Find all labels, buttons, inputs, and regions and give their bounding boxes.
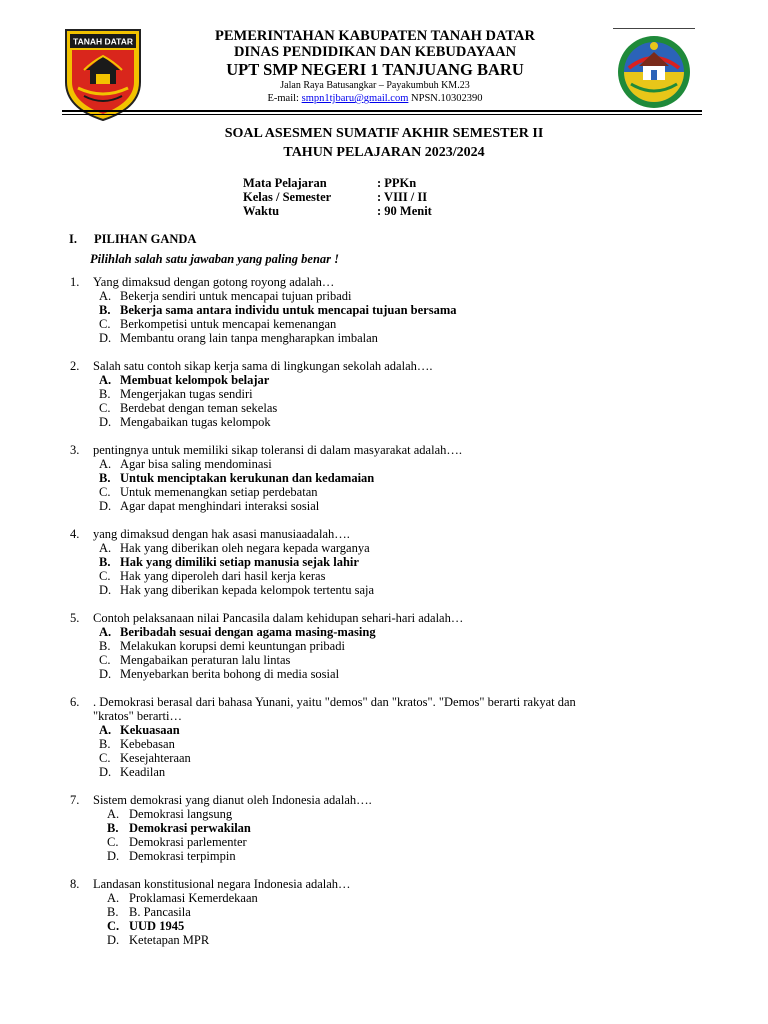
answer-option[interactable] (107, 891, 710, 905)
option-text: Kekuasaan (120, 723, 180, 737)
option-text: Kesejahteraan (120, 751, 191, 765)
question-number: 1. (70, 275, 80, 289)
question-text: yang dimaksud dengan hak asasi manusiaadalah…. (93, 527, 350, 541)
option-letter: B. (99, 737, 111, 751)
info-row-class (243, 190, 432, 204)
school-emblem-logo (613, 28, 699, 112)
option-letter: A. (99, 373, 112, 387)
option-text: Beribadah sesuai dengan agama masing-masing (120, 625, 376, 639)
answer-option[interactable] (107, 933, 710, 947)
option-letter: D. (99, 415, 112, 429)
option-text: Demokrasi parlementer (129, 835, 247, 849)
option-text: Melakukan korupsi demi keuntungan pribadi (120, 639, 345, 653)
question-stem (70, 443, 710, 457)
option-text: Keadilan (120, 765, 166, 779)
info-value: : PPKn (377, 176, 417, 190)
question-text: Contoh pelaksanaan nilai Pancasila dalam kehidupan sehari-hari adalah… (93, 611, 464, 625)
answer-option[interactable] (99, 373, 710, 387)
answer-option[interactable] (99, 723, 710, 737)
question-stem (70, 527, 710, 541)
answer-option[interactable] (107, 849, 710, 863)
option-letter: C. (99, 485, 111, 499)
option-list (99, 289, 710, 345)
option-letter: B. (107, 905, 119, 919)
option-letter: D. (107, 933, 120, 947)
option-letter: A. (107, 891, 120, 905)
answer-option[interactable] (107, 919, 710, 933)
info-label: Kelas / Semester (243, 190, 332, 204)
option-letter: C. (99, 401, 111, 415)
option-text: Demokrasi langsung (129, 807, 233, 821)
question-number: 6. (70, 695, 80, 709)
option-letter: D. (99, 667, 112, 681)
option-text: Agar bisa saling mendominasi (120, 457, 272, 471)
option-letter: C. (99, 317, 111, 331)
answer-option[interactable] (99, 653, 710, 667)
question-item (70, 527, 710, 597)
option-text: Mengabaikan peraturan lalu lintas (120, 653, 291, 667)
answer-option[interactable] (107, 821, 710, 835)
question-text: Sistem demokrasi yang dianut oleh Indonesia adalah…. (93, 793, 372, 807)
info-value: : 90 Menit (377, 204, 432, 218)
option-list (99, 625, 710, 681)
option-text: Kebebasan (120, 737, 175, 751)
option-text: B. Pancasila (129, 905, 191, 919)
answer-option[interactable] (107, 807, 710, 821)
info-label: Mata Pelajaran (243, 176, 327, 190)
option-letter: B. (99, 387, 111, 401)
info-row-subject (243, 176, 432, 190)
question-stem (70, 275, 710, 289)
section-heading (69, 232, 196, 247)
answer-option[interactable] (99, 457, 710, 471)
option-text: Mengerjakan tugas sendiri (120, 387, 253, 401)
option-letter: D. (99, 499, 112, 513)
option-list (99, 373, 710, 429)
info-value: : VIII / II (377, 190, 428, 204)
question-item (70, 359, 710, 429)
question-number: 5. (70, 611, 80, 625)
answer-option[interactable] (99, 639, 710, 653)
answer-option[interactable] (99, 331, 710, 345)
letterhead-government: PEMERINTAHAN KABUPATEN TANAH DATAR (215, 28, 535, 44)
logo-lettering: TANAH DATAR (73, 36, 133, 47)
question-text: pentingnya untuk memiliki sikap toleransi di dalam masyarakat adalah…. (93, 443, 463, 457)
option-letter: A. (99, 625, 112, 639)
option-text: Berkompetisi untuk mencapai kemenangan (120, 317, 337, 331)
option-list (99, 723, 710, 779)
letterhead-address: Jalan Raya Batusangkar – Payakumbuh KM.23 (280, 80, 470, 91)
question-text: Landasan konstitusional negara Indonesia adalah… (93, 877, 351, 891)
answer-option[interactable] (99, 415, 710, 429)
answer-option[interactable] (99, 485, 710, 499)
answer-option[interactable] (107, 835, 710, 849)
option-list (107, 807, 710, 863)
answer-option[interactable] (99, 583, 710, 597)
option-letter: B. (99, 471, 111, 485)
letterhead-rule-thin (62, 114, 702, 115)
letterhead-school-name: UPT SMP NEGERI 1 TANJUANG BARU (226, 60, 524, 79)
option-text: Mengabaikan tugas kelompok (120, 415, 271, 429)
option-letter: D. (99, 331, 112, 345)
option-text: Hak yang diperoleh dari hasil kerja keras (120, 569, 326, 583)
option-list (107, 891, 710, 947)
option-letter: D. (99, 583, 112, 597)
option-letter: C. (99, 653, 111, 667)
option-text: Proklamasi Kemerdekaan (129, 891, 258, 905)
info-row-time (243, 204, 432, 218)
letterhead-department: DINAS PENDIDIKAN DAN KEBUDAYAAN (233, 44, 517, 60)
question-stem (70, 877, 710, 891)
option-text: Membuat kelompok belajar (120, 373, 270, 387)
option-text: Ketetapan MPR (129, 933, 210, 947)
answer-option[interactable] (99, 765, 710, 779)
question-item (70, 275, 710, 345)
question-number: 3. (70, 443, 80, 457)
question-number: 4. (70, 527, 80, 541)
answer-option[interactable] (99, 317, 710, 331)
answer-option[interactable] (99, 555, 710, 569)
answer-option[interactable] (99, 387, 710, 401)
question-number: 8. (70, 877, 80, 891)
question-stem (70, 695, 710, 709)
option-letter: C. (107, 919, 120, 933)
email-link[interactable]: smpn1tjbaru@gmail.com (301, 93, 409, 104)
exam-year: TAHUN PELAJARAN 2023/2024 (283, 145, 485, 160)
option-text: Hak yang diberikan oleh negara kepada warganya (120, 541, 370, 555)
option-letter: A. (99, 289, 112, 303)
question-text-continued: "kratos" berarti… (93, 709, 182, 723)
npsn-text: NPSN.10302390 (408, 93, 483, 104)
answer-option[interactable] (99, 751, 710, 765)
option-letter: A. (107, 807, 120, 821)
option-letter: C. (99, 569, 111, 583)
option-letter: B. (99, 555, 111, 569)
letterhead-contact (150, 92, 600, 105)
answer-option[interactable] (99, 471, 710, 485)
option-letter: D. (107, 849, 120, 863)
question-item (70, 443, 710, 513)
option-text: Berdebat dengan teman sekelas (120, 401, 278, 415)
option-text: UUD 1945 (129, 919, 185, 933)
exam-title: SOAL ASESMEN SUMATIF AKHIR SEMESTER II (224, 126, 544, 141)
section-title: PILIHAN GANDA (94, 232, 197, 246)
option-text: Untuk menciptakan kerukunan dan kedamaian (120, 471, 375, 485)
option-text: Untuk memenangkan setiap perdebatan (120, 485, 318, 499)
answer-option[interactable] (99, 737, 710, 751)
answer-option[interactable] (107, 905, 710, 919)
question-number: 2. (70, 359, 80, 373)
option-text: Bekerja sama antara individu untuk mencapai tujuan bersama (120, 303, 457, 317)
answer-option[interactable] (99, 499, 710, 513)
answer-option[interactable] (99, 667, 710, 681)
option-text: Hak yang dimiliki setiap manusia sejak lahir (120, 555, 359, 569)
question-stem (70, 793, 710, 807)
option-text: Demokrasi perwakilan (129, 821, 251, 835)
option-list (99, 541, 710, 597)
tanah-datar-logo (62, 26, 144, 122)
question-number: 7. (70, 793, 80, 807)
section-number: I. (69, 232, 77, 246)
option-letter: A. (99, 541, 112, 555)
option-text: Hak yang diberikan kepada kelompok tertentu saja (120, 583, 375, 597)
option-letter: C. (99, 751, 111, 765)
question-item (70, 793, 710, 863)
answer-option[interactable] (99, 401, 710, 415)
letterhead-rule-thick (62, 110, 702, 112)
option-letter: B. (107, 821, 119, 835)
question-text: Yang dimaksud dengan gotong royong adalah… (93, 275, 335, 289)
option-list (99, 457, 710, 513)
question-text: Salah satu contoh sikap kerja sama di lingkungan sekolah adalah…. (93, 359, 433, 373)
option-text: Demokrasi terpimpin (129, 849, 236, 863)
exam-info (243, 176, 432, 218)
option-letter: B. (99, 303, 111, 317)
option-text: Agar dapat menghindari interaksi sosial (120, 499, 320, 513)
instruction: Pilihlah salah satu jawaban yang paling benar ! (90, 252, 340, 266)
answer-option[interactable] (99, 569, 710, 583)
question-item (70, 611, 710, 681)
option-letter: B. (99, 639, 111, 653)
option-text: Membantu orang lain tanpa mengharapkan imbalan (120, 331, 378, 345)
option-letter: A. (99, 457, 112, 471)
question-item (70, 877, 710, 947)
option-letter: C. (107, 835, 119, 849)
question-text: . Demokrasi berasal dari bahasa Yunani, yaitu "demos" dan "kratos". "Demos" berarti rakyat dan (93, 695, 576, 709)
option-text: Bekerja sendiri untuk mencapai tujuan pribadi (120, 289, 352, 303)
question-stem (70, 611, 710, 625)
letterhead (150, 28, 600, 105)
option-letter: D. (99, 765, 112, 779)
option-text: Menyebarkan berita bohong di media sosial (120, 667, 340, 681)
answer-option[interactable] (99, 625, 710, 639)
option-letter: A. (99, 723, 112, 737)
info-label: Waktu (243, 204, 280, 218)
answer-option[interactable] (99, 289, 710, 303)
question-stem (70, 359, 710, 373)
answer-option[interactable] (99, 303, 710, 317)
question-item (70, 695, 710, 779)
email-label: E-mail: (267, 93, 302, 104)
answer-option[interactable] (99, 541, 710, 555)
